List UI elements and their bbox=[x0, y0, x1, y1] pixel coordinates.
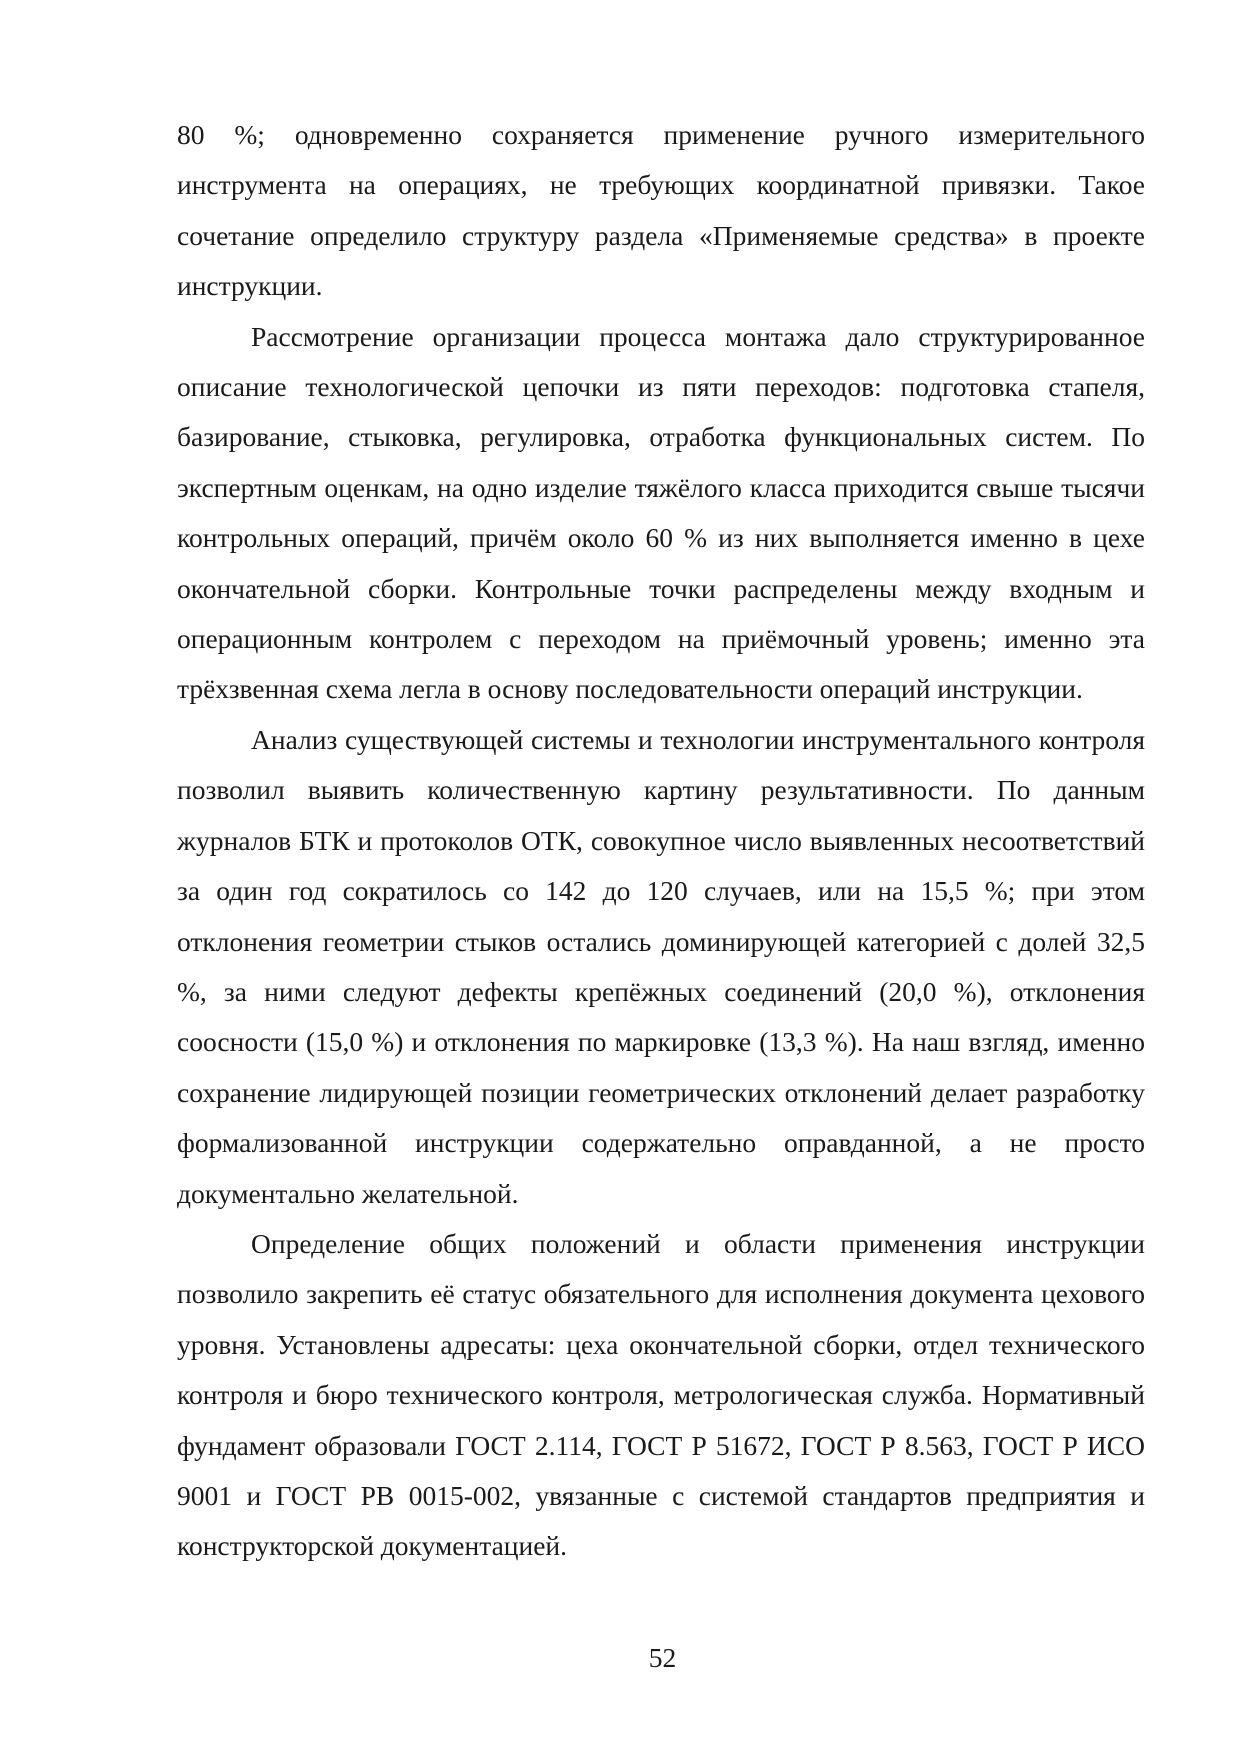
paragraph-control-analysis: Анализ существующей системы и технологии инструментального контроля позволил выявить количественную картину результативности. По данным журналов БТК и протоколов ОТК, совокупное число выявленных несоответствий за один год сократилось со 142 до 120 случаев, или на 15,5 %; при этом отклонения геометрии стыков остались доминирующей категорией с долей 32,5 %, за ними следуют дефекты крепёжных соединений (20,0 %), отклонения соосности (15,0 %) и отклонения по маркировке (13,3 %). На наш взгляд, именно сохранение лидирующей позиции геометрических отклонений делает разработку формализованной инструкции содержательно оправданной, а не просто документально желательной. bbox=[177, 723, 1145, 1209]
page-number: 52 bbox=[648, 1642, 677, 1673]
page-body bbox=[177, 110, 1145, 1572]
paragraph-assembly-process: Рассмотрение организации процесса монтажа дало структурированное описание технологической цепочки из пяти переходов: подготовка стапеля, базирование, стыковка, регулировка, отработка функциональных систем. По экспертным оценкам, на одно изделие тяжёлого класса приходится свыше тысячи контрольных операций, причём около 60 % из них выполняется именно в цехе окончательной сборки. Контрольные точки распределены между входным и операционным контролем с переходом на приёмочный уровень; именно эта трёхзвенная схема легла в основу последовательности операций инструкции. bbox=[177, 320, 1145, 705]
paragraph-general-provisions: Определение общих положений и области применения инструкции позволило закрепить её статус обязательного для исполнения документа цехового уровня. Установлены адресаты: цеха окончательной сборки, отдел технического контроля и бюро технического контроля, метрологическая служба. Нормативный фундамент образовали ГОСТ 2.114, ГОСТ Р 51672, ГОСТ Р 8.563, ГОСТ Р ИСО 9001 и ГОСТ РВ 0015-002, увязанные с системой стандартов предприятия и конструкторской документацией. bbox=[177, 1227, 1145, 1562]
paragraph-continuation: 80 %; одновременно сохраняется применение ручного измерительного инструмента на операциях, не требующих координатной привязки. Такое сочетание определило структуру раздела «Применяемые средства» в проекте инструкции. bbox=[177, 119, 1145, 302]
